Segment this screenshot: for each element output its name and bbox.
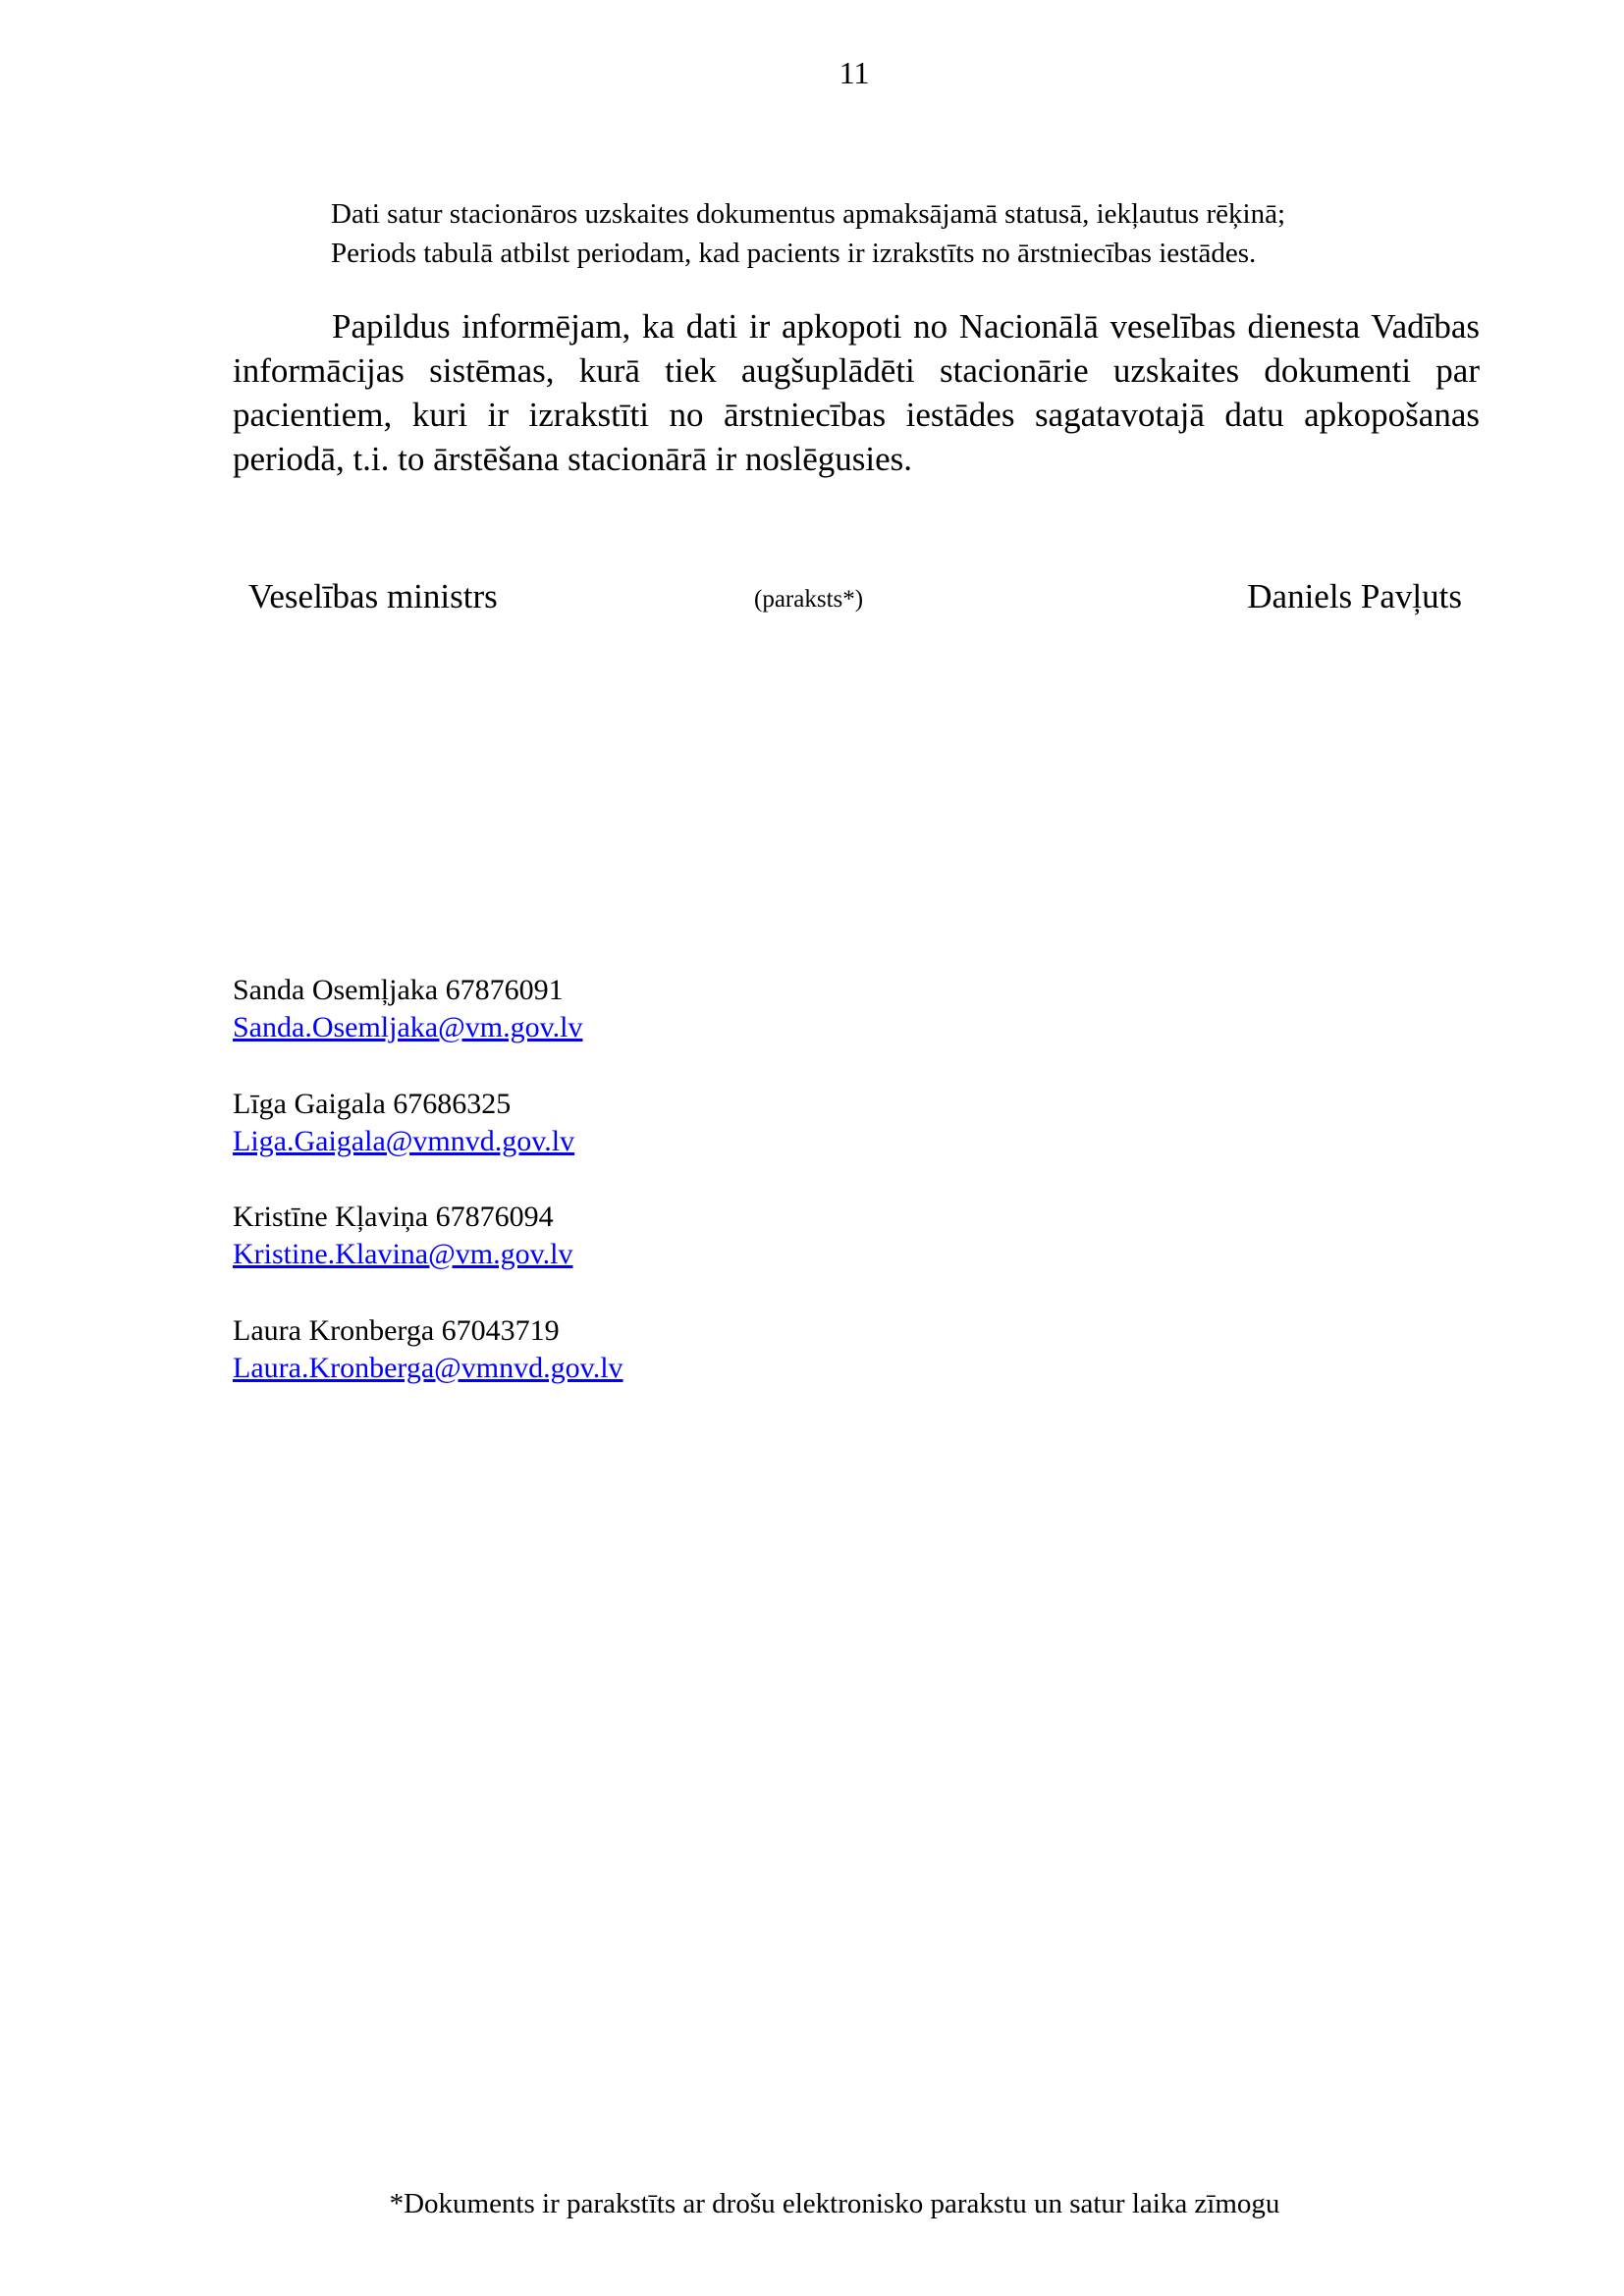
page-number: 11 — [839, 55, 870, 90]
contact-item — [233, 1086, 1116, 1160]
contact-name-phone: Līga Gaigala 67686325 — [233, 1088, 512, 1120]
signature-placeholder: (paraksts*) — [754, 586, 864, 613]
contact-email-link[interactable]: Sanda.Osemljaka@vm.gov.lv — [233, 1011, 583, 1043]
contact-name-phone: Laura Kronberga 67043719 — [233, 1314, 560, 1347]
contact-email-link[interactable]: Laura.Kronberga@vmnvd.gov.lv — [233, 1352, 623, 1384]
signatory-name: Daniels Pavļuts — [1247, 577, 1462, 615]
note-line: Periods tabulā atbilst periodam, kad pacients ir izrakstīts no ārstniecības iestādes. — [331, 238, 1257, 269]
signature-block — [0, 572, 1624, 621]
note-line: Dati satur stacionāros uzskaites dokumentus apmaksājamā statusā, iekļautus rēķinā; — [331, 198, 1286, 230]
contact-email-link[interactable]: Kristine.Klavina@vm.gov.lv — [233, 1238, 573, 1270]
contact-item — [233, 972, 1116, 1046]
body-paragraph: Papildus informējam, ka dati ir apkopoti no Nacionālā veselības dienesta Vadības informācijas sistēmas, kurā tiek augšuplādēti stacionārie uzskaites dokumenti par pacientiem, kuri ir izrakstīti no ārstniecības iestādes sagatavotajā datu apkopošanas periodā, t.i. to ārstēšana stacionārā ir noslēgusies. — [233, 307, 1480, 478]
footnote: *Dokuments ir parakstīts ar drošu elektronisko parakstu un satur laika zīmogu — [389, 2188, 1280, 2219]
contact-item — [233, 1199, 1116, 1273]
contact-name-phone: Sanda Osemļjaka 67876091 — [233, 974, 564, 1006]
table-notes — [331, 194, 1489, 273]
signatory-title: Veselības ministrs — [248, 577, 498, 615]
contact-item — [233, 1312, 1116, 1387]
contact-name-phone: Kristīne Kļaviņa 67876094 — [233, 1201, 554, 1233]
contact-list — [233, 972, 1116, 1426]
contact-email-link[interactable]: Liga.Gaigala@vmnvd.gov.lv — [233, 1125, 575, 1157]
